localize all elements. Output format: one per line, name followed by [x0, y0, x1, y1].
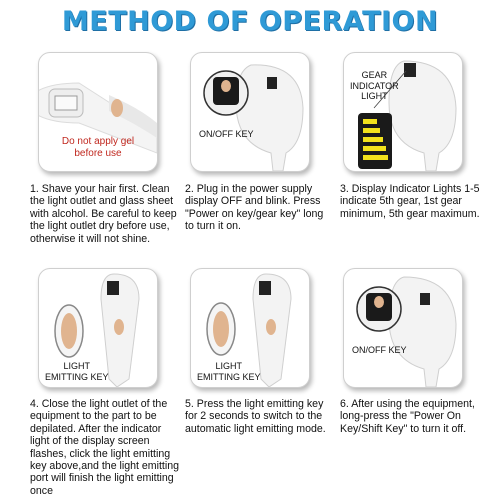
warning-line-2: before use [74, 148, 122, 159]
step-4-text: 4. Close the light outlet of the equipment to the part to be depilated. After the indicator light of the display screen flashes, click the light emitting key above,and the light emitting port will finish the light emitting once [30, 398, 179, 497]
emit-key-label [45, 361, 109, 382]
gear-label-line-3: LIGHT [361, 91, 388, 101]
emit-key-label-2 [197, 361, 261, 382]
emit2-label-line-2: EMITTING KEY [197, 371, 261, 382]
step-3-panel [343, 52, 463, 172]
device-off-illustration [344, 269, 462, 387]
onoff-key-label: ON/OFF KEY [199, 129, 254, 139]
step-3-text: 3. Display Indicator Lights 1-5 indicate 5th gear, 1st gear minimum, 5th gear maximum. [340, 183, 480, 220]
onoff-key-label-2: ON/OFF KEY [352, 345, 407, 355]
warning-line-1: Do not apply gel [61, 136, 135, 147]
step-1-text: 1. Shave your hair first. Clean the light outlet and glass sheet with alcohol. Be careful to keep the light outlet dry before use, otherwise it will not shine. [30, 183, 177, 245]
emit2-label-line-1: LIGHT [215, 361, 243, 371]
step-1-panel [38, 52, 158, 172]
step-6-text: 6. After using the equipment, long-press the "Power On Key/Shift Key" to turn it off. [340, 398, 475, 435]
gel-warning [39, 136, 157, 160]
emit-label-line-1: LIGHT [63, 361, 91, 371]
gear-label-line-2: INDICATOR [350, 80, 399, 91]
step-5-panel [190, 268, 310, 388]
gear-label-line-1: GEAR [361, 70, 388, 80]
step-4-panel [38, 268, 158, 388]
emit-label-line-2: EMITTING KEY [45, 371, 109, 382]
step-2-panel [190, 52, 310, 172]
step-2-text: 2. Plug in the power supply display OFF and blink. Press "Power on key/gear key" long to turn it on. [185, 183, 324, 233]
gear-indicator-label [350, 70, 399, 102]
device-onoff-illustration [191, 53, 309, 171]
step-5-text: 5. Press the light emitting key for 2 seconds to switch to the automatic light emitting mode. [185, 398, 326, 435]
step-6-panel [343, 268, 463, 388]
page-title: METHOD OF OPERATION [61, 6, 439, 37]
